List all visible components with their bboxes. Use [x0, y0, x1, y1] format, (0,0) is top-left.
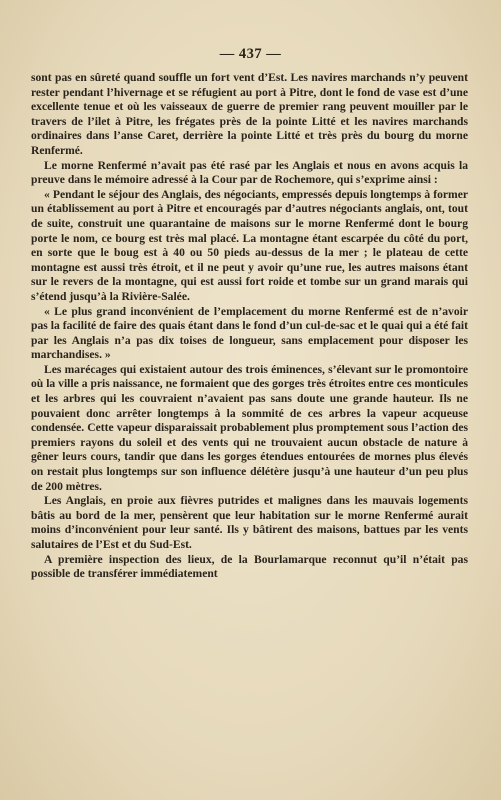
paragraph: Les marécages qui existaient autour des trois éminences, s’élevant sur le promontoire où la ville a pris naissance, ne formaient que des gorges très étroites entre ces monticules et les arbres qui les couvraient n’avaient pas sans doute une grande hauteur. Ils ne pouvaient donc arrêter longtemps à la sommité de ces arbres la vapeur acqueuse condensée. Cette vapeur disparaissait probablement plus promptement sous l’action des premiers rayons du soleil et des vents qui ne trouvaient aucun obstacle de nature à gêner leurs cours, tandir que dans les gorges étendues entourées de mornes plus élevés on restait plus longtemps sur son influence délétère jusqu’à une hauteur d’un peu plus de 200 mètres. [31, 362, 468, 493]
paragraph: sont pas en sûreté quand souffle un fort vent d’Est. Les navires marchands n’y peuvent rester pendant l’hivernage et se réfugient au port à Pitre, dont le fond de vase est d’une excellente tenue et où les vaisseaux de guerre de premier rang peuvent mouiller par le travers de l’ilet à Pitre, les frégates près de la pointe Litté et les navires marchands ordinaires dans l’anse Caret, derrière la pointe Litté et très près du bourg du morne Renfermé. [31, 71, 468, 157]
page-number: — 437 — [219, 46, 282, 62]
body-text [31, 71, 468, 582]
paragraph: « Pendant le séjour des Anglais, des négociants, empressés depuis longtemps à former un établissement au port à Pitre et encouragés par d’autres négociants anglais, ont, tout de suite, construit une quarantaine de maisons sur le morne Renfermé dont le bourg porte le nom, ce bourg est très mal placé. La montagne étant escarpée du côté du port, en sorte que le boug est à 40 ou 50 pieds au-dessus de la mer ; le plateau de cette montagne est aussi très étroit, et il ne peut y avoir qu’une rue, les autres maisons étant sur le revers de la montagne, qui est aussi fort roide et tombe sur un grand marais qui s’étend jusqu’à la Rivière-Salée. [31, 187, 468, 303]
paragraph: « Le plus grand inconvénient de l’emplacement du morne Renfermé est de n’avoir pas la facilité de faire des quais étant dans le fond d’un cul-de-sac et le quai qui a été fait par les Anglais n’a pas dix toises de longueur, sans emplacement pour disposer les marchandises. » [31, 304, 468, 362]
paragraph: Le morne Renfermé n’avait pas été rasé par les Anglais et nous en avons acquis la preuve dans le mémoire adressé à la Cour par de Rochemore, qui s’exprime ainsi : [31, 158, 468, 187]
paragraph: Les Anglais, en proie aux fièvres putrides et malignes dans les mauvais logements bâtis au bord de la mer, pensèrent que leur habitation sur le morne Renfermé aurait moins d’inconvénient pour leur santé. Ils y bâtirent des maisons, battues par les vents salutaires de l’Est et du Sud-Est. [31, 494, 468, 551]
paragraph: A première inspection des lieux, de la Bourlamarque reconnut qu’il n’était pas possible de transférer immédiatement [31, 552, 468, 581]
